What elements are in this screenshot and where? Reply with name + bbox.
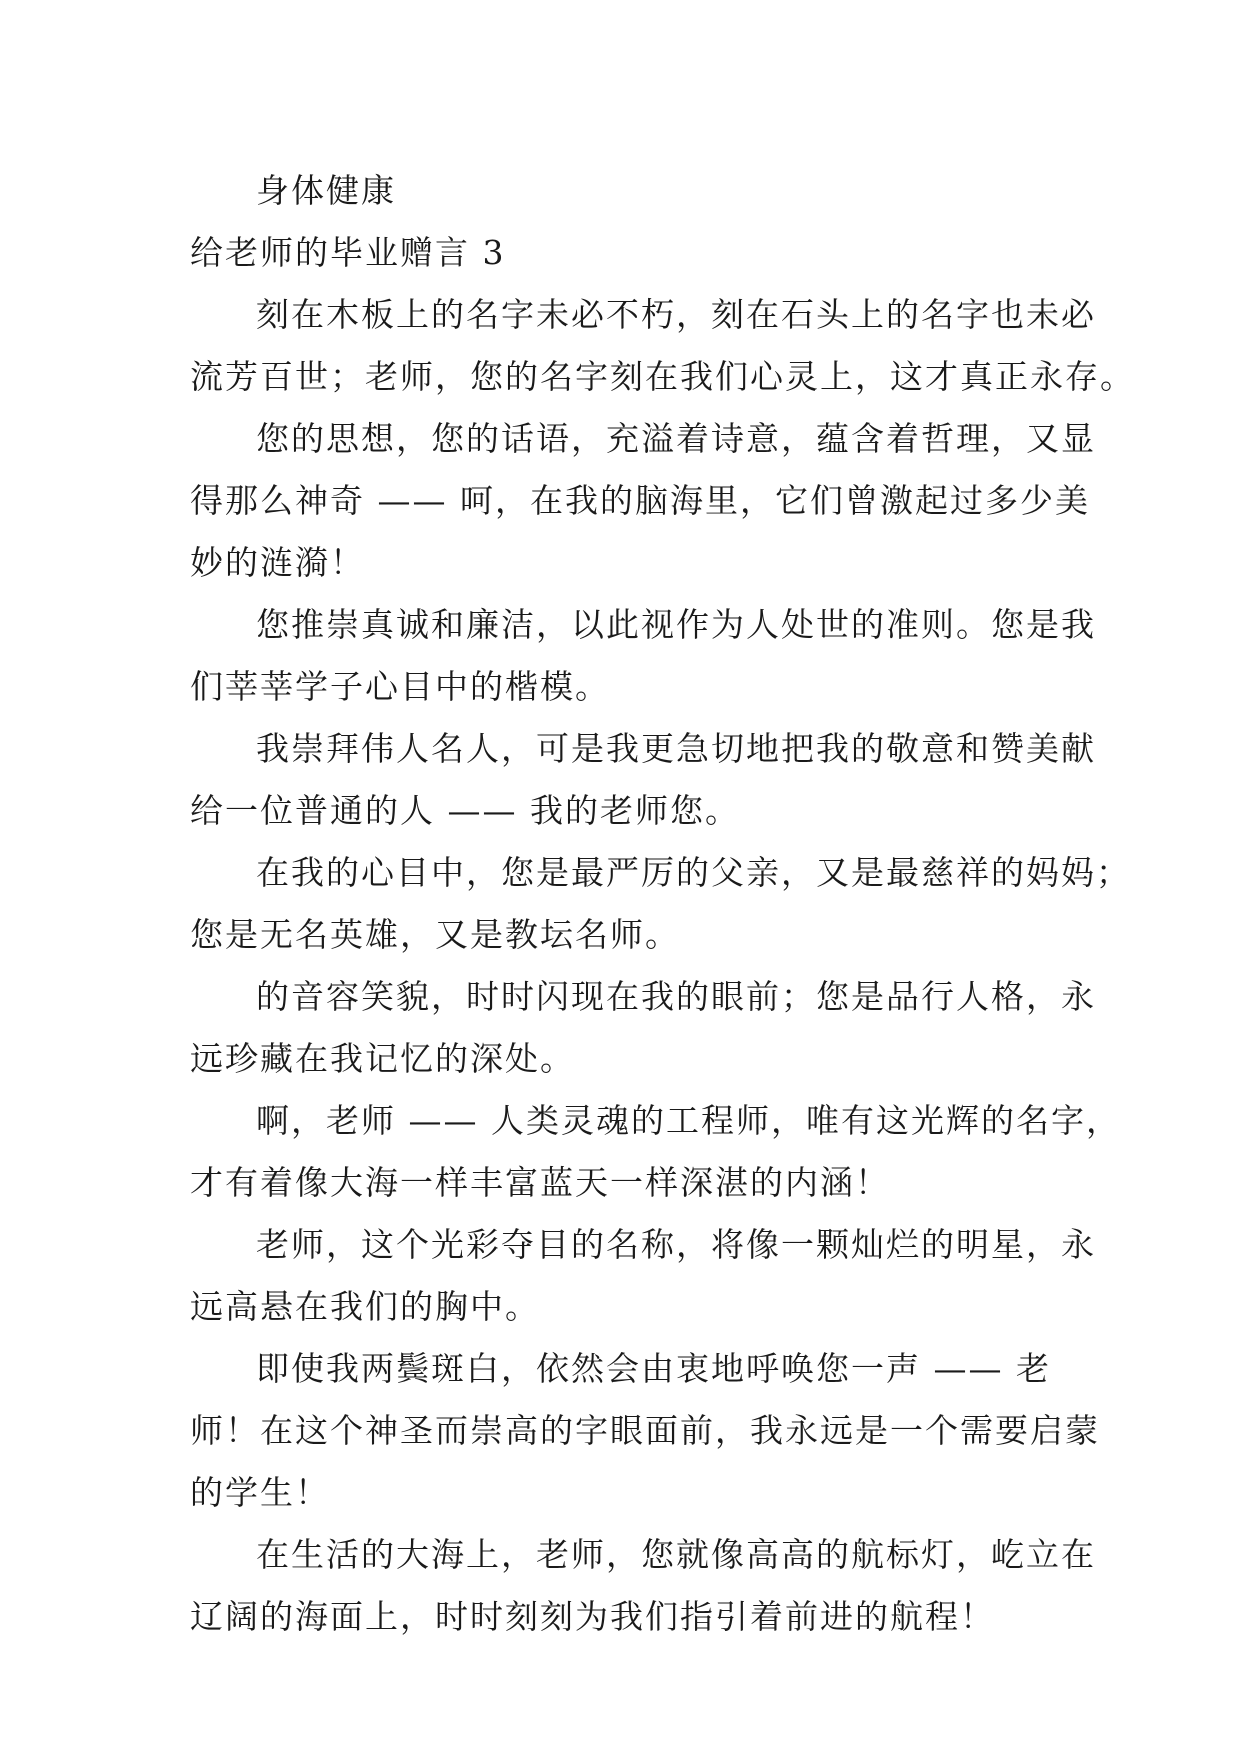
text-line: 您是无名英雄，又是教坛名师。	[190, 915, 680, 954]
text-line: 刻在木板上的名字未必不朽，刻在石头上的名字也未必	[256, 295, 1096, 334]
text-line: 远高悬在我们的胸中。	[190, 1287, 540, 1326]
text-line: 在我的心目中，您是最严厉的父亲，又是最慈祥的妈妈；	[256, 853, 1131, 892]
text-line: 您的思想，您的话语，充溢着诗意，蕴含着哲理，又显	[256, 419, 1096, 458]
text-line: 们莘莘学子心目中的楷模。	[190, 667, 610, 706]
document-body	[190, 160, 1135, 1648]
text-line: 老师，这个光彩夺目的名称，将像一颗灿烂的明星，永	[256, 1225, 1096, 1264]
text-line: 啊，老师 —— 人类灵魂的工程师，唯有这光辉的名字，	[256, 1101, 1121, 1140]
text-line: 您推崇真诚和廉洁，以此视作为人处世的准则。您是我	[256, 605, 1096, 644]
text-line: 身体健康	[256, 171, 396, 210]
text-line: 辽阔的海面上，时时刻刻为我们指引着前进的航程！	[190, 1597, 995, 1636]
text-line: 师！在这个神圣而崇高的字眼面前，我永远是一个需要启蒙	[190, 1411, 1100, 1450]
text-line: 流芳百世；老师，您的名字刻在我们心灵上，这才真正永存。	[190, 357, 1135, 396]
text-line: 在生活的大海上，老师，您就像高高的航标灯，屹立在	[256, 1535, 1096, 1574]
section-heading: 给老师的毕业赠言 3	[190, 233, 506, 272]
text-line: 我崇拜伟人名人，可是我更急切地把我的敬意和赞美献	[256, 729, 1096, 768]
text-line: 即使我两鬓斑白，依然会由衷地呼唤您一声 —— 老	[256, 1349, 1051, 1388]
text-line: 妙的涟漪！	[190, 543, 365, 582]
text-line: 的学生！	[190, 1473, 330, 1512]
text-line: 的音容笑貌，时时闪现在我的眼前；您是品行人格，永	[256, 977, 1096, 1016]
text-line: 给一位普通的人 —— 我的老师您。	[190, 791, 740, 830]
text-line: 远珍藏在我记忆的深处。	[190, 1039, 575, 1078]
text-line: 得那么神奇 —— 呵，在我的脑海里，它们曾激起过多少美	[190, 481, 1090, 520]
text-line: 才有着像大海一样丰富蓝天一样深湛的内涵！	[190, 1163, 890, 1202]
